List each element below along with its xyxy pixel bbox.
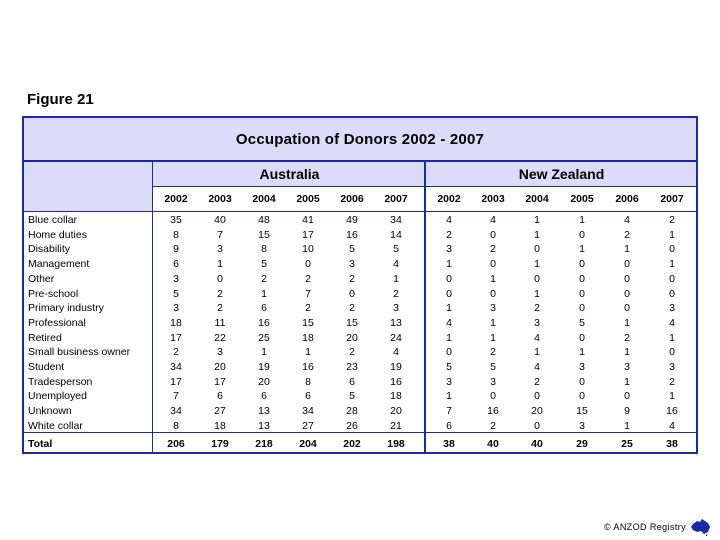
data-cell-au: 2 (173, 346, 179, 359)
row-label: Unemployed (28, 390, 87, 403)
data-cell-nz: 4 (446, 214, 452, 226)
total-cell-au: 179 (211, 438, 229, 450)
year-header-au: 2002 (164, 193, 188, 205)
data-cell-au: 3 (217, 346, 223, 359)
data-cell-nz: 0 (624, 287, 630, 300)
data-cell-au: 10 (302, 243, 314, 256)
data-cell-nz: 2 (669, 375, 675, 388)
total-cell-nz: 38 (443, 438, 455, 450)
row-label: Management (28, 258, 90, 271)
data-cell-nz: 3 (579, 361, 585, 373)
data-cell-au: 17 (170, 331, 182, 344)
total-cell-nz: 38 (666, 438, 678, 450)
total-cell-au: 202 (343, 438, 361, 450)
data-cell-au: 34 (390, 214, 402, 226)
data-cell-nz: 5 (579, 316, 585, 329)
data-cell-au: 0 (305, 258, 311, 271)
data-cell-au: 14 (390, 228, 402, 241)
year-header-nz: 2005 (570, 193, 594, 205)
total-cell-nz: 25 (621, 438, 633, 450)
total-cell-nz: 40 (531, 438, 543, 450)
data-cell-au: 2 (393, 287, 399, 300)
data-cell-au: 49 (346, 214, 358, 226)
data-cell-nz: 5 (446, 361, 452, 373)
data-cell-au: 5 (349, 390, 355, 403)
data-cell-au: 1 (217, 258, 223, 271)
data-cell-au: 1 (261, 287, 267, 300)
year-header-nz: 2003 (481, 193, 505, 205)
data-cell-au: 40 (214, 214, 226, 226)
data-cell-au: 2 (349, 346, 355, 359)
data-cell-nz: 1 (534, 228, 540, 241)
data-cell-nz: 4 (534, 361, 540, 373)
row-label: Primary industry (28, 302, 104, 315)
data-cell-nz: 1 (534, 287, 540, 300)
data-cell-au: 3 (393, 302, 399, 315)
row-label: Retired (28, 331, 62, 344)
data-cell-nz: 16 (487, 405, 499, 418)
data-cell-nz: 5 (490, 361, 496, 373)
data-cell-au: 2 (349, 272, 355, 285)
data-cell-au: 3 (217, 243, 223, 256)
data-cell-au: 28 (346, 405, 358, 418)
data-cell-nz: 7 (446, 405, 452, 418)
data-cell-au: 26 (346, 419, 358, 432)
data-cell-au: 17 (170, 375, 182, 388)
data-cell-nz: 0 (490, 228, 496, 241)
data-cell-au: 0 (349, 287, 355, 300)
data-cell-au: 15 (302, 316, 314, 329)
data-cell-au: 41 (302, 214, 314, 226)
data-cell-nz: 1 (490, 272, 496, 285)
row-label: White collar (28, 419, 83, 432)
total-cell-nz: 40 (487, 438, 499, 450)
region-label-new-zealand: New Zealand (518, 166, 605, 182)
data-cell-au: 0 (217, 272, 223, 285)
row-label: Disability (28, 243, 71, 256)
data-cell-nz: 1 (624, 346, 630, 359)
data-cell-au: 20 (390, 405, 402, 418)
data-cell-au: 34 (170, 361, 182, 373)
data-cell-nz: 2 (490, 419, 496, 432)
total-cell-au: 206 (167, 438, 185, 450)
data-cell-au: 5 (349, 243, 355, 256)
data-cell-nz: 0 (624, 258, 630, 271)
data-cell-nz: 2 (490, 346, 496, 359)
data-cell-nz: 0 (534, 419, 540, 432)
data-cell-nz: 2 (490, 243, 496, 256)
data-cell-nz: 3 (534, 316, 540, 329)
data-cell-nz: 3 (624, 361, 630, 373)
data-cell-nz: 4 (669, 419, 675, 432)
data-cell-nz: 3 (446, 375, 452, 388)
row-label: Blue collar (28, 214, 78, 226)
year-header-nz: 2004 (525, 193, 549, 205)
year-header-au: 2003 (208, 193, 232, 205)
total-cell-au: 218 (255, 438, 273, 450)
year-header-au: 2005 (296, 193, 320, 205)
data-cell-nz: 0 (624, 390, 630, 403)
data-cell-au: 4 (393, 258, 399, 271)
data-cell-au: 16 (302, 361, 314, 373)
data-cell-nz: 0 (579, 272, 585, 285)
data-cell-au: 2 (349, 302, 355, 315)
data-cell-nz: 6 (446, 419, 452, 432)
data-cell-au: 13 (258, 419, 270, 432)
data-cell-au: 4 (393, 346, 399, 359)
figure-label: Figure 21 (27, 91, 94, 108)
data-cell-nz: 2 (534, 375, 540, 388)
data-cell-au: 1 (393, 272, 399, 285)
data-cell-nz: 1 (534, 258, 540, 271)
year-header-au: 2007 (384, 193, 408, 205)
data-cell-nz: 1 (624, 316, 630, 329)
row-label: Home duties (28, 228, 87, 241)
data-cell-au: 5 (261, 258, 267, 271)
data-cell-au: 25 (258, 331, 270, 344)
data-cell-nz: 0 (669, 243, 675, 256)
data-cell-au: 20 (214, 361, 226, 373)
total-cell-au: 204 (299, 438, 317, 450)
table-title: Occupation of Donors 2002 - 2007 (24, 118, 696, 162)
data-cell-au: 6 (305, 390, 311, 403)
data-cell-nz: 3 (490, 375, 496, 388)
data-cell-nz: 2 (534, 302, 540, 315)
data-cell-nz: 1 (446, 331, 452, 344)
data-cell-au: 19 (390, 361, 402, 373)
data-cell-nz: 1 (624, 375, 630, 388)
row-label: Tradesperson (28, 375, 93, 388)
row-label: Other (28, 272, 55, 285)
data-cell-au: 3 (349, 258, 355, 271)
data-cell-au: 20 (258, 375, 270, 388)
data-cell-au: 27 (214, 405, 226, 418)
anzod-logo (604, 518, 712, 536)
data-cell-nz: 0 (669, 287, 675, 300)
data-cell-nz: 0 (579, 228, 585, 241)
data-cell-au: 1 (305, 346, 311, 359)
data-cell-au: 8 (261, 243, 267, 256)
total-label: Total (28, 438, 53, 450)
data-cell-au: 17 (214, 375, 226, 388)
data-cell-au: 48 (258, 214, 270, 226)
data-cell-nz: 2 (669, 214, 675, 226)
data-cell-nz: 0 (624, 302, 630, 315)
stub-header-cell (24, 162, 153, 211)
stub-divider (152, 211, 153, 452)
data-cell-au: 11 (214, 316, 226, 329)
data-cell-nz: 1 (579, 243, 585, 256)
data-cell-au: 7 (217, 228, 223, 241)
year-header-nz: 2007 (660, 193, 684, 205)
data-cell-nz: 3 (446, 243, 452, 256)
data-cell-au: 13 (258, 405, 270, 418)
data-cell-nz: 4 (490, 214, 496, 226)
data-cell-au: 8 (305, 375, 311, 388)
data-cell-nz: 9 (624, 405, 630, 418)
data-cell-au: 27 (302, 419, 314, 432)
data-cell-au: 2 (305, 272, 311, 285)
logo-text: © ANZOD Registry (604, 522, 687, 532)
data-cell-nz: 0 (579, 390, 585, 403)
year-header-nz: 2006 (615, 193, 639, 205)
data-cell-nz: 0 (669, 272, 675, 285)
data-cell-au: 5 (393, 243, 399, 256)
data-cell-au: 17 (302, 228, 314, 241)
row-label: Small business owner (28, 346, 131, 359)
data-cell-nz: 0 (579, 375, 585, 388)
data-cell-au: 15 (258, 228, 270, 241)
data-cell-nz: 4 (624, 214, 630, 226)
data-cell-au: 13 (390, 316, 402, 329)
data-cell-nz: 0 (446, 346, 452, 359)
data-cell-nz: 0 (579, 258, 585, 271)
data-cell-au: 7 (305, 287, 311, 300)
data-cell-nz: 2 (624, 331, 630, 344)
data-cell-nz: 0 (669, 346, 675, 359)
data-cell-au: 34 (302, 405, 314, 418)
data-cell-nz: 4 (669, 316, 675, 329)
data-cell-au: 20 (346, 331, 358, 344)
year-header-au: 2004 (252, 193, 276, 205)
data-cell-au: 35 (170, 214, 182, 226)
data-cell-au: 18 (302, 331, 314, 344)
data-cell-au: 22 (214, 331, 226, 344)
data-cell-au: 3 (173, 272, 179, 285)
data-cell-nz: 1 (490, 316, 496, 329)
data-cell-au: 3 (173, 302, 179, 315)
data-cell-nz: 0 (534, 272, 540, 285)
data-cell-nz: 1 (446, 258, 452, 271)
data-cell-nz: 0 (490, 390, 496, 403)
total-cell-au: 198 (387, 438, 405, 450)
data-cell-au: 15 (346, 316, 358, 329)
data-cell-nz: 1 (669, 390, 675, 403)
data-cell-au: 2 (305, 302, 311, 315)
data-cell-nz: 0 (490, 258, 496, 271)
data-cell-nz: 2 (624, 228, 630, 241)
data-cell-nz: 15 (576, 405, 588, 418)
data-cell-nz: 20 (531, 405, 543, 418)
data-cell-nz: 2 (446, 228, 452, 241)
data-cell-nz: 3 (490, 302, 496, 315)
data-cell-au: 8 (173, 419, 179, 432)
data-cell-au: 6 (261, 390, 267, 403)
region-divider (424, 162, 426, 452)
data-cell-nz: 1 (534, 346, 540, 359)
occupation-table (22, 116, 698, 454)
data-cell-nz: 1 (446, 390, 452, 403)
data-cell-au: 19 (258, 361, 270, 373)
data-cell-nz: 0 (490, 287, 496, 300)
data-cell-nz: 4 (446, 316, 452, 329)
data-cell-nz: 0 (579, 287, 585, 300)
data-cell-au: 16 (390, 375, 402, 388)
data-cell-nz: 0 (624, 272, 630, 285)
data-cell-au: 5 (173, 287, 179, 300)
data-cell-nz: 0 (534, 390, 540, 403)
data-cell-au: 9 (173, 243, 179, 256)
row-label: Professional (28, 316, 86, 329)
data-cell-nz: 0 (579, 331, 585, 344)
data-cell-nz: 3 (669, 361, 675, 373)
data-cell-nz: 1 (534, 214, 540, 226)
australia-map-icon (690, 518, 712, 536)
data-cell-nz: 0 (446, 272, 452, 285)
data-cell-nz: 1 (669, 331, 675, 344)
data-cell-au: 6 (349, 375, 355, 388)
data-cell-nz: 1 (669, 258, 675, 271)
data-cell-nz: 16 (666, 405, 678, 418)
data-cell-nz: 1 (579, 214, 585, 226)
data-cell-nz: 3 (669, 302, 675, 315)
year-header-au: 2006 (340, 193, 364, 205)
data-cell-au: 23 (346, 361, 358, 373)
region-label-australia: Australia (259, 166, 320, 182)
row-label: Pre-school (28, 287, 79, 300)
data-cell-au: 34 (170, 405, 182, 418)
data-cell-au: 21 (390, 419, 402, 432)
data-cell-au: 2 (217, 302, 223, 315)
row-label: Student (28, 361, 65, 373)
row-label: Unknown (28, 405, 72, 418)
data-cell-nz: 3 (579, 419, 585, 432)
data-cell-nz: 0 (579, 302, 585, 315)
data-cell-nz: 1 (624, 243, 630, 256)
data-cell-au: 18 (214, 419, 226, 432)
year-header-nz: 2002 (437, 193, 461, 205)
data-cell-au: 6 (173, 258, 179, 271)
data-cell-nz: 1 (579, 346, 585, 359)
data-cell-au: 18 (170, 316, 182, 329)
data-cell-nz: 1 (490, 331, 496, 344)
data-cell-nz: 1 (624, 419, 630, 432)
data-cell-au: 7 (173, 390, 179, 403)
data-cell-nz: 0 (534, 243, 540, 256)
data-cell-nz: 1 (669, 228, 675, 241)
data-cell-nz: 0 (446, 287, 452, 300)
data-cell-au: 1 (261, 346, 267, 359)
data-cell-au: 2 (217, 287, 223, 300)
data-cell-au: 2 (261, 272, 267, 285)
data-cell-au: 6 (217, 390, 223, 403)
total-cell-nz: 29 (576, 438, 588, 450)
data-cell-nz: 1 (446, 302, 452, 315)
data-cell-nz: 4 (534, 331, 540, 344)
data-cell-au: 16 (258, 316, 270, 329)
data-cell-au: 8 (173, 228, 179, 241)
total-rule (24, 432, 696, 433)
data-cell-au: 6 (261, 302, 267, 315)
data-cell-au: 16 (346, 228, 358, 241)
data-cell-au: 18 (390, 390, 402, 403)
data-cell-au: 24 (390, 331, 402, 344)
